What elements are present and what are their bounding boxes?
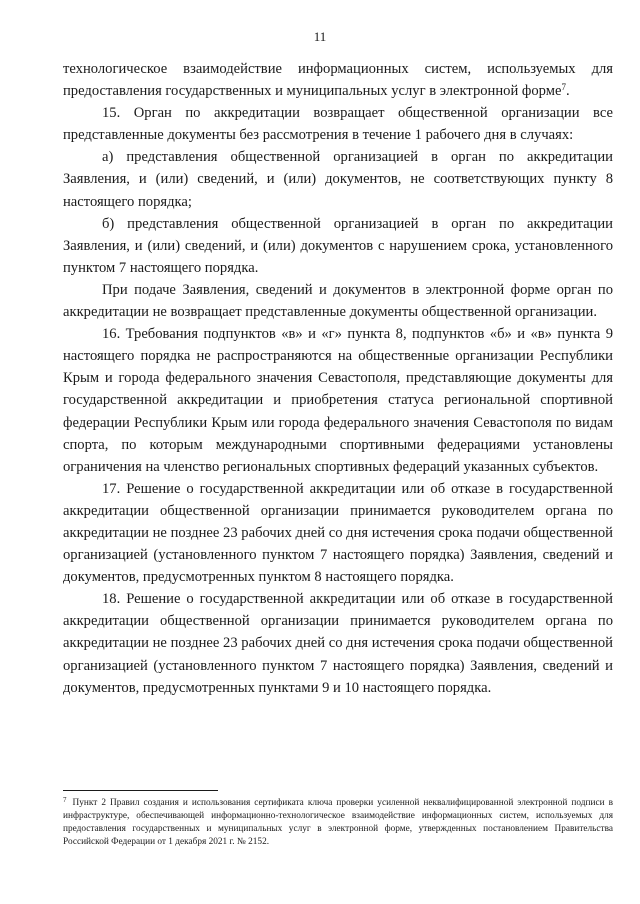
footnote-text: Пункт 2 Правил создания и использования сертификата ключа проверки усиленной неквалифицированной электронной подписи в инфраструктуре, обеспечивающей информационно-технологическое взаимодействие информационных систем, используемых для предоставления государственных и муниципальных услуг в электронной форме, утвержденных постановлением Правительства Российской Федерации от 1 декабря 2021 г. № 2152. [63, 798, 613, 848]
paragraph-electronic-form: При подаче Заявления, сведений и документов в электронной форме орган по аккредитации не возвращает представленные документы общественной организации. [63, 281, 613, 321]
footnote-reference[interactable]: 7 [561, 82, 566, 93]
paragraph-item-16: 16. Требования подпунктов «в» и «г» пункта 8, подпунктов «б» и «в» пункта 9 настоящего порядка не распространяются на общественные организации Республики Крым и города федерального значения Севастополя, представляющие документы для государственной аккредитации и приобретения статуса региональной спортивной федерации Республики Крым или города федерального значения Севастополя по видам спорта, по которым международными спортивными федерациями установлены ограничения на членство региональных спортивных федераций указанных субъектов. [63, 326, 613, 475]
paragraph-subitem-a: а) представления общественной организацией в орган по аккредитации Заявления, и (или) сведений, и (или) документов, не соответствующих пункту 8 настоящего порядка; [63, 149, 613, 210]
footnote [63, 794, 613, 849]
footnote-mark: 7 [63, 796, 67, 804]
paragraph-subitem-b: б) представления общественной организацией в орган по аккредитации Заявления, и (или) сведений, и (или) документов с нарушением срока, установленного пунктом 7 настоящего порядка. [63, 215, 613, 276]
paragraph-item-18: 18. Решение о государственной аккредитации или об отказе в государственной аккредитации общественной организации принимается руководителем органа по аккредитации не позднее 23 рабочих дней со дня истечения срока подачи общественной организацией (установленного пунктом 7 настоящего порядка) Заявления, сведений и документов, предусмотренных пунктами 9 и 10 настоящего порядка. [63, 591, 613, 696]
paragraph-item-15: 15. Орган по аккредитации возвращает общественной организации все представленные документы без рассмотрения в течение 1 рабочего дня в случаях: [63, 105, 613, 144]
paragraph-item-17: 17. Решение о государственной аккредитации или об отказе в государственной аккредитации общественной организации принимается руководителем органа по аккредитации не позднее 23 рабочих дней со дня истечения срока подачи общественной организацией (установленного пунктом 7 настоящего порядка) Заявления, сведений и документов, предусмотренных пунктом 8 настоящего порядка. [63, 480, 613, 586]
body-text [63, 58, 613, 699]
footnote-divider [63, 790, 218, 791]
page-number: 11 [313, 29, 327, 44]
paragraph-suffix: . [565, 83, 570, 100]
paragraph-text: технологическое взаимодействие информационных систем, используемых для предоставления государственных и муниципальных услуг в электронной форме [63, 61, 613, 100]
paragraph-continuation [63, 58, 613, 102]
